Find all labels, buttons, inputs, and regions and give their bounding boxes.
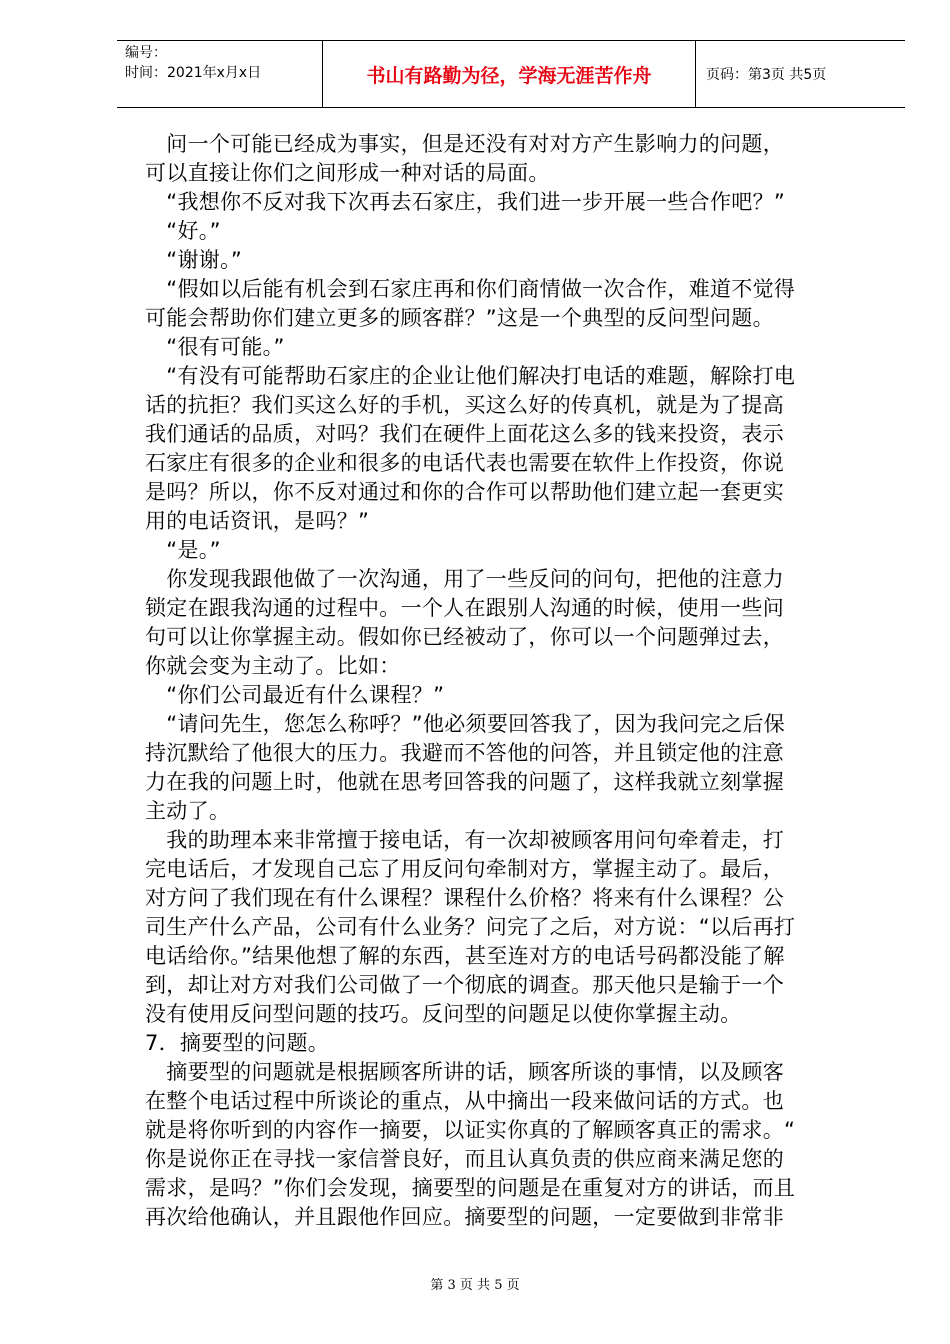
text-line: 就是将你听到的内容作一摘要，以证实你真的了解顾客真正的需求。“ <box>145 1118 796 1142</box>
text-line: 到，却让对方对我们公司做了一个彻底的调查。那天他只是输于一个 <box>145 973 784 997</box>
header-motto: 书山有路勤为径，学海无涯苦作舟 <box>323 41 696 108</box>
page-header <box>117 40 905 108</box>
text-line: 摘要型的问题就是根据顾客所讲的话，顾客所谈的事情，以及顾客 <box>145 1060 784 1084</box>
text-line: “请问先生，您怎么称呼？”他必须要回答我了，因为我问完之后保 <box>145 712 786 736</box>
text-line: 话的抗拒？我们买这么好的手机，买这么好的传真机，就是为了提高 <box>145 393 784 417</box>
header-meta <box>117 41 323 108</box>
text-line: 你发现我跟他做了一次沟通，用了一些反问的问句，把他的注意力 <box>145 567 784 591</box>
page-footer: 第 3 页 共 5 页 <box>430 1278 520 1293</box>
text-line: 再次给他确认，并且跟他作回应。摘要型的问题，一定要做到非常非 <box>145 1205 784 1229</box>
text-line: 完电话后，才发现自己忘了用反问句牵制对方，掌握主动了。最后， <box>145 857 784 881</box>
text-line: 可以直接让你们之间形成一种对话的局面。 <box>145 161 550 185</box>
text-line: 你是说你正在寻找一家信誉良好，而且认真负责的供应商来满足您的 <box>145 1147 784 1171</box>
text-line: “好。” <box>145 219 221 243</box>
text-line: 力在我的问题上时，他就在思考回答我的问题了，这样我就立刻掌握 <box>145 770 784 794</box>
text-line: 可能会帮助你们建立更多的顾客群？”这是一个典型的反问型问题。 <box>145 306 774 330</box>
text-line: 对方问了我们现在有什么课程？课程什么价格？将来有什么课程？公 <box>145 886 784 910</box>
text-line: “是。” <box>145 538 221 562</box>
serial-number-label: 编号： <box>125 45 167 61</box>
text-line: 问一个可能已经成为事实，但是还没有对对方产生影响力的问题， <box>145 132 784 156</box>
text-line: 我们通话的品质，对吗？我们在硬件上面花这么多的钱来投资，表示 <box>145 422 784 446</box>
text-line: 你就会变为主动了。比如： <box>145 654 401 678</box>
text-line: 在整个电话过程中所谈论的重点，从中摘出一段来做问话的方式。也 <box>145 1089 784 1113</box>
text-line: “很有可能。” <box>145 335 285 359</box>
text-line: 锁定在跟我沟通的过程中。一个人在跟别人沟通的时候，使用一些问 <box>145 596 784 620</box>
text-line: 石家庄有很多的企业和很多的电话代表也需要在软件上作投资，你说 <box>145 451 784 475</box>
text-line: 句可以让你掌握主动。假如你已经被动了，你可以一个问题弹过去， <box>145 625 784 649</box>
text-line: 持沉默给了他很大的压力。我避而不答他的问答，并且锁定他的注意 <box>145 741 784 765</box>
text-line: 司生产什么产品，公司有什么业务？问完了之后，对方说：“以后再打 <box>145 915 796 939</box>
text-line: 主动了。 <box>145 799 231 823</box>
text-line: 7．摘要型的问题。 <box>145 1031 330 1055</box>
text-line: “谢谢。” <box>145 248 243 272</box>
text-line: “有没有可能帮助石家庄的企业让他们解决打电话的难题，解除打电 <box>145 364 796 388</box>
text-line: 需求，是吗？”你们会发现，摘要型的问题是在重复对方的讲话，而且 <box>145 1176 796 1200</box>
header-page-indicator: 页码：第3页 共5页 <box>696 41 906 108</box>
text-line: 电话给你。”结果他想了解的东西，甚至连对方的电话号码都没能了解 <box>145 944 785 968</box>
text-line: 没有使用反问型问题的技巧。反问型的问题足以使你掌握主动。 <box>145 1002 742 1026</box>
text-line: “假如以后能有机会到石家庄再和你们商情做一次合作，难道不觉得 <box>145 277 796 301</box>
date-label: 时间：2021年x月x日 <box>125 65 262 81</box>
text-line: 我的助理本来非常擅于接电话，有一次却被顾客用问句牵着走，打 <box>145 828 784 852</box>
text-line: “我想你不反对我下次再去石家庄，我们进一步开展一些合作吧？” <box>145 190 786 214</box>
text-line: “你们公司最近有什么课程？” <box>145 683 445 707</box>
text-line: 用的电话资讯，是吗？” <box>145 509 370 533</box>
document-body <box>145 130 880 1232</box>
text-line: 是吗？所以，你不反对通过和你的合作可以帮助他们建立起一套更实 <box>145 480 784 504</box>
